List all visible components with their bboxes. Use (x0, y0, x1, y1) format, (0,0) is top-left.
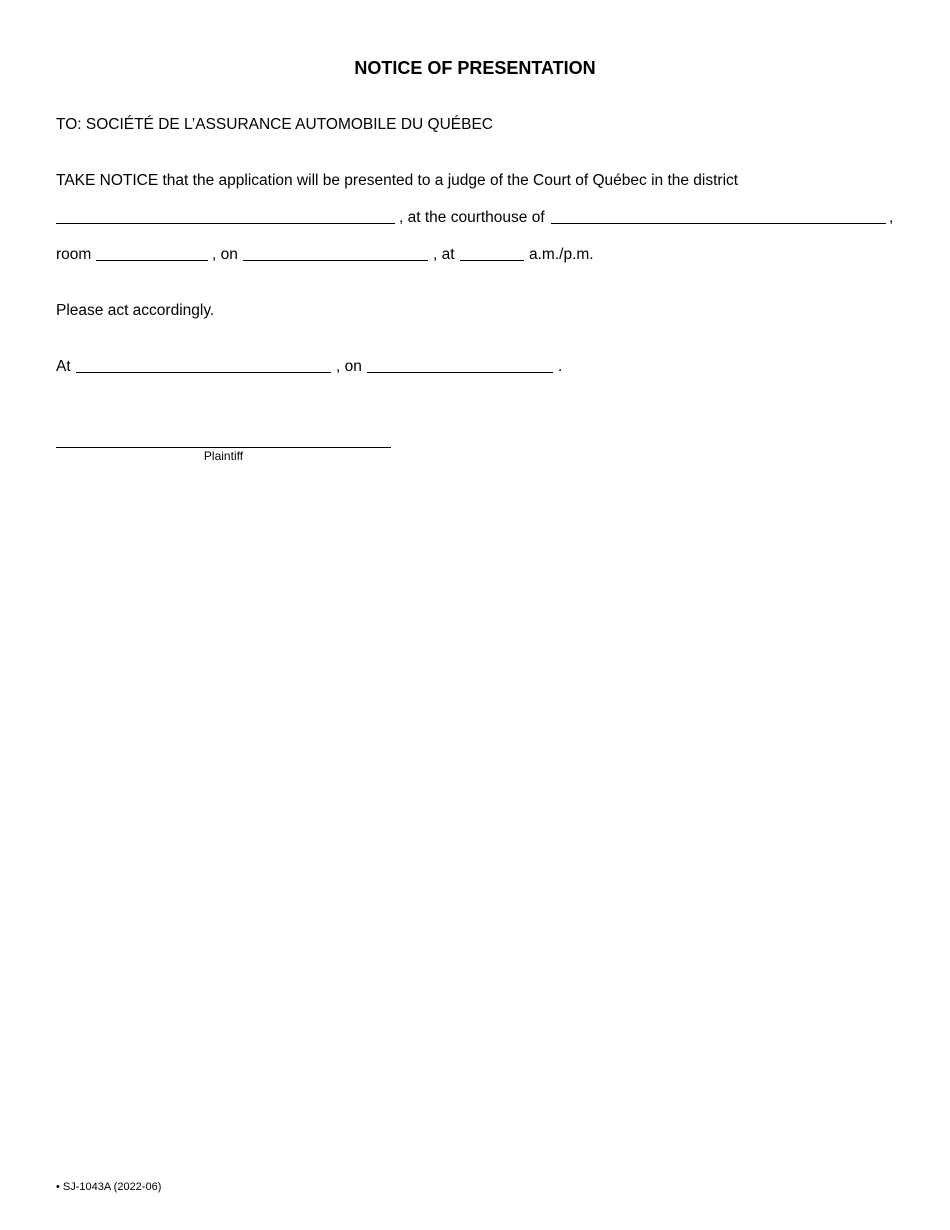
plaintiff-signature-field[interactable] (56, 431, 391, 448)
comma: , (889, 209, 894, 226)
signed-at-label: At (56, 358, 71, 375)
signed-on-label: , on (336, 358, 362, 375)
room-field[interactable] (96, 244, 208, 261)
signed-place-field[interactable] (76, 356, 331, 373)
courthouse-label: , at the courthouse of (399, 209, 545, 226)
plaintiff-label: Plaintiff (203, 449, 244, 463)
signed-date-field[interactable] (367, 356, 553, 373)
page-title: NOTICE OF PRESENTATION (354, 58, 596, 78)
notice-text: TAKE NOTICE that the application will be presented to a judge of the Court of Québec in the district (56, 172, 739, 189)
addressee-line: TO: SOCIÉTÉ DE L’ASSURANCE AUTOMOBILE DU QUÉBEC (56, 116, 493, 133)
district-field[interactable] (56, 207, 395, 224)
form-number: • SJ-1043A (2022-06) (56, 1181, 162, 1193)
at-label: , at (433, 246, 455, 263)
hearing-date-field[interactable] (243, 244, 428, 261)
on-label: , on (212, 246, 238, 263)
room-label: room (56, 246, 92, 263)
hearing-time-field[interactable] (460, 244, 524, 261)
closing-text: Please act accordingly. (56, 302, 215, 319)
courthouse-field[interactable] (551, 207, 886, 224)
ampm-label: a.m./p.m. (529, 246, 594, 263)
period: . (558, 358, 563, 375)
